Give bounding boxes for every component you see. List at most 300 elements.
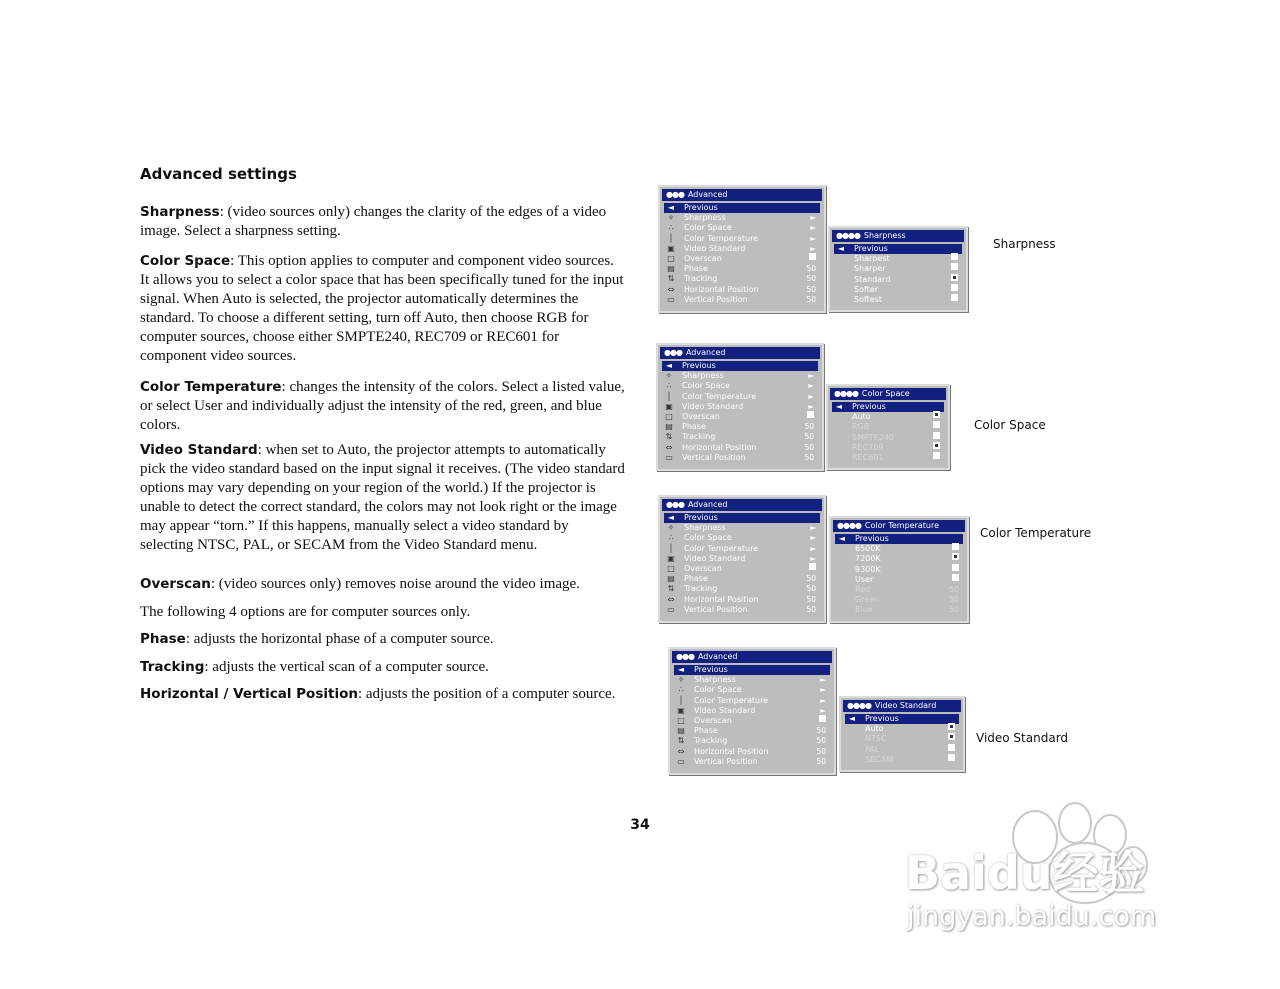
advanced-menu-title-text: Advanced: [697, 652, 738, 661]
menu-item-value: 50: [804, 432, 814, 442]
submenu-title-text: Color Space: [861, 389, 910, 398]
checked-box-icon: [952, 553, 959, 560]
tracking-icon: ⇅: [667, 584, 675, 594]
menu-item-label: Video Standard: [694, 705, 756, 715]
paragraph: [140, 603, 625, 622]
tracking-icon: ⇅: [667, 274, 675, 284]
menu-item[interactable]: [670, 736, 834, 746]
thermometer-icon: │: [666, 391, 672, 401]
paragraph-text: : when set to Auto, the projector attempts to automatically pick the video standard based on the input signal it receives. (The video standard options may vary depending on your region of the world.) If the projector is unable to detect the correct standard, the colors may not look right or the image may appear “torn.” If this happens, manually select a video standard by selecting NTSC, PAL, or SECAM from the Video Standard menu.: [140, 442, 625, 553]
color-space-icon: ∴: [678, 685, 684, 695]
submenu-option[interactable]: [828, 422, 948, 432]
horizontal-position-icon: ⇔: [677, 746, 685, 756]
thermometer-icon: │: [668, 543, 674, 553]
overscan-checkbox[interactable]: [809, 254, 816, 264]
menu-item-label: Color Temperature: [684, 233, 759, 243]
submenu-option[interactable]: [831, 575, 967, 585]
vertical-position-icon: ▭: [665, 452, 673, 462]
horizontal-position-icon: ⇔: [667, 284, 675, 294]
menu-item-label: Vertical Position: [694, 756, 758, 766]
submenu-option-label: 7200K: [855, 554, 881, 564]
menu-item[interactable]: [658, 422, 822, 432]
menu-item-label: Video Standard: [682, 401, 744, 411]
menu-item[interactable]: [660, 595, 824, 605]
color-temperature-submenu-panel: [829, 516, 969, 623]
term: Color Temperature: [140, 379, 282, 395]
overscan-icon: □: [667, 563, 675, 573]
menu-item-label: Color Space: [684, 223, 732, 233]
menu-item[interactable]: [670, 696, 834, 706]
menu-item-label: Color Space: [682, 381, 730, 391]
checkbox-icon: [819, 715, 826, 722]
checkbox-icon: [807, 411, 814, 418]
checkbox-icon: [951, 294, 958, 301]
menu-item-label: Color Temperature: [682, 391, 757, 401]
figure-caption: Color Space: [974, 418, 1046, 432]
checkbox-icon: [809, 563, 816, 570]
advanced-menu-title: [662, 499, 822, 511]
menu-item[interactable]: [660, 533, 824, 543]
tracking-icon: ⇅: [677, 736, 685, 746]
menu-item-label: Overscan: [694, 715, 732, 725]
advanced-menu-title: [660, 347, 820, 359]
submenu-option-label: Auto: [865, 724, 884, 734]
back-arrow-icon: ◄: [667, 203, 675, 212]
menu-item-value: 50: [806, 264, 816, 274]
menu-item-value: ►: [810, 213, 816, 223]
sharpness-icon: ✧: [665, 371, 673, 381]
menu-item-label: Phase: [684, 574, 708, 584]
submenu-option[interactable]: [841, 755, 963, 765]
menu-item-label: Previous: [684, 513, 718, 522]
sharpness-submenu-panel: [828, 226, 968, 312]
paragraph: [140, 575, 625, 594]
phase-icon: ▤: [667, 264, 675, 274]
checkbox-icon: [952, 574, 959, 581]
checkbox-icon: [951, 284, 958, 291]
submenu-option[interactable]: [841, 724, 963, 734]
phase-icon: ▤: [665, 422, 673, 432]
menu-item[interactable]: [658, 432, 822, 442]
submenu-option-label: NTSC: [865, 734, 887, 744]
paragraph-text: : adjusts the vertical scan of a computer source.: [204, 659, 489, 675]
menu-item-value: 50: [804, 422, 814, 432]
overscan-checkbox[interactable]: [807, 412, 814, 422]
menu-item-label: Sharpness: [684, 523, 726, 533]
vertical-position-icon: ▭: [667, 294, 675, 304]
advanced-menu-title: [662, 189, 822, 201]
menu-item-previous[interactable]: [834, 244, 962, 254]
page-number: 34: [630, 817, 650, 833]
checked-box-icon: [933, 442, 940, 449]
overscan-checkbox[interactable]: [809, 564, 816, 574]
submenu-option[interactable]: [828, 412, 948, 422]
baidu-jingyan-watermark: [905, 795, 1215, 955]
paragraph-text: : This option applies to computer and component video sources. It allows you to select a color space that has been specifically tuned for the input signal. When Auto is selected, the projector automatically determines the standard. To choose a different setting, turn off Auto, then choose RGB for computer sources, choose either SMPTE240, REC709 or REC601 for component video sources.: [140, 253, 624, 364]
submenu-option[interactable]: [830, 254, 966, 264]
submenu-option[interactable]: [831, 544, 967, 554]
submenu-option-label: User: [855, 574, 874, 584]
submenu-option-label: Softest: [854, 294, 883, 304]
overscan-icon: □: [665, 411, 673, 421]
menu-item-previous[interactable]: [662, 361, 818, 371]
menu-item[interactable]: [660, 544, 824, 554]
overscan-icon: □: [677, 715, 685, 725]
menu-item-value: 50: [806, 294, 816, 304]
submenu-option-label: Sharper: [854, 264, 886, 274]
video-standard-icon: ▣: [667, 243, 675, 253]
menu-item-value: 50: [806, 594, 816, 604]
watermark-logo: Baidu经验: [905, 846, 1145, 900]
submenu-title-text: Video Standard: [874, 701, 937, 710]
menu-item[interactable]: [670, 685, 834, 695]
submenu-option-value: 50: [949, 584, 959, 594]
checkbox-icon: [933, 432, 940, 439]
paragraph: [140, 658, 625, 677]
video-standard-icon: ▣: [665, 401, 673, 411]
submenu-option[interactable]: [831, 605, 967, 615]
submenu-option[interactable]: [841, 745, 963, 755]
advanced-menu-title-text: Advanced: [687, 500, 728, 509]
menu-item[interactable]: [660, 213, 824, 223]
menu-item[interactable]: [658, 402, 822, 412]
submenu-option[interactable]: [831, 595, 967, 605]
option-checkbox[interactable]: [951, 295, 958, 305]
menu-item-label: Overscan: [682, 411, 720, 421]
menu-item[interactable]: [670, 675, 834, 685]
video-standard-submenu-panel: [839, 696, 965, 772]
submenu-title: [833, 520, 965, 532]
paragraph-text: : (video sources only) changes the clarity of the edges of a video image. Select a sharpness setting.: [140, 204, 607, 239]
menu-item[interactable]: [660, 254, 824, 264]
menu-item-label: Sharpness: [684, 213, 726, 223]
paragraph: [140, 441, 625, 555]
menu-item-value: 50: [816, 746, 826, 756]
menu-item-value: ►: [810, 243, 816, 253]
watermark-url: jingyan.baidu.com: [907, 901, 1157, 932]
menu-item-value: ►: [820, 705, 826, 715]
checkbox-icon: [948, 744, 955, 751]
checkbox-icon: [951, 253, 958, 260]
menu-item-label: Horizontal Position: [682, 442, 757, 452]
menu-item-label: Previous: [852, 402, 886, 411]
menu-item-value: ►: [810, 553, 816, 563]
submenu-title: [830, 388, 946, 400]
color-space-submenu-panel: [826, 384, 950, 470]
checked-box-icon: [933, 411, 940, 418]
menu-item[interactable]: [660, 584, 824, 594]
submenu-option-label: Red: [855, 584, 871, 594]
menu-item[interactable]: [658, 412, 822, 422]
phase-icon: ▤: [667, 574, 675, 584]
menu-item-value: ►: [810, 233, 816, 243]
color-space-icon: ∴: [666, 381, 672, 391]
advanced-menu-title-text: Advanced: [685, 348, 726, 357]
paragraph-text: The following 4 options are for computer sources only.: [140, 604, 471, 620]
menu-item[interactable]: [670, 706, 834, 716]
checkbox-icon: [952, 543, 959, 550]
menu-item-value: ►: [808, 371, 814, 381]
submenu-title-text: Sharpness: [863, 231, 906, 240]
menu-dots-icon: ●●●: [666, 500, 684, 509]
vertical-position-icon: ▭: [667, 604, 675, 614]
submenu-option-label: 6500K: [855, 544, 881, 554]
menu-item-label: Vertical Position: [684, 604, 748, 614]
phase-icon: ▤: [677, 726, 685, 736]
menu-item[interactable]: [670, 716, 834, 726]
menu-dots-icon: ●●●●: [834, 389, 858, 398]
submenu-option[interactable]: [828, 453, 948, 463]
submenu-option-label: 9300K: [855, 564, 881, 574]
submenu-option[interactable]: [831, 585, 967, 595]
checkbox-icon: [948, 754, 955, 761]
menu-item[interactable]: [660, 234, 824, 244]
submenu-option-label: SMPTE240: [852, 432, 895, 442]
figure-caption: Sharpness: [993, 237, 1056, 251]
menu-item-label: Tracking: [684, 584, 718, 594]
submenu-option[interactable]: [828, 443, 948, 453]
menu-item-value: 50: [806, 584, 816, 594]
color-space-icon: ∴: [668, 533, 674, 543]
back-arrow-icon: ◄: [838, 534, 846, 543]
menu-item[interactable]: [658, 371, 822, 381]
menu-item-value: ►: [810, 543, 816, 553]
menu-item[interactable]: [660, 295, 824, 305]
menu-item-label: Phase: [694, 726, 718, 736]
menu-item[interactable]: [670, 726, 834, 736]
option-checkbox[interactable]: [933, 453, 940, 463]
menu-item[interactable]: [660, 574, 824, 584]
menu-item[interactable]: [660, 564, 824, 574]
checked-box-icon: [948, 733, 955, 740]
submenu-option-label: Auto: [852, 412, 871, 422]
figure-caption: Color Temperature: [980, 526, 1092, 540]
menu-item-value: ►: [810, 523, 816, 533]
term: Video Standard: [140, 442, 258, 458]
term: Color Space: [140, 253, 231, 269]
advanced-menu-panel: [656, 343, 824, 471]
menu-item-value: ►: [810, 533, 816, 543]
menu-item-label: Color Space: [684, 533, 732, 543]
menu-item-label: Video Standard: [684, 553, 746, 563]
sharpness-icon: ✧: [677, 675, 685, 685]
menu-item-previous[interactable]: [664, 513, 820, 523]
video-standard-icon: ▣: [667, 553, 675, 563]
checkbox-icon: [933, 452, 940, 459]
menu-item[interactable]: [660, 523, 824, 533]
checkbox-icon: [933, 421, 940, 428]
menu-item-label: Horizontal Position: [684, 594, 759, 604]
menu-item-label: Overscan: [684, 253, 722, 263]
advanced-menu-title: [672, 651, 832, 663]
submenu-option-label: Green: [855, 595, 880, 605]
overscan-icon: □: [667, 253, 675, 263]
menu-item-value: ►: [810, 223, 816, 233]
menu-item-value: ►: [820, 675, 826, 685]
advanced-menu-panel: [658, 185, 826, 313]
term: Phase: [140, 631, 186, 647]
menu-item-label: Vertical Position: [682, 452, 746, 462]
menu-item-value: 50: [806, 284, 816, 294]
submenu-option-label: PAL: [865, 744, 880, 754]
menu-item-value: ►: [820, 695, 826, 705]
menu-item-label: Horizontal Position: [684, 284, 759, 294]
menu-item-label: Previous: [682, 361, 716, 370]
menu-dots-icon: ●●●: [664, 348, 682, 357]
menu-item-label: Video Standard: [684, 243, 746, 253]
menu-item-previous[interactable]: [832, 402, 944, 412]
menu-item-previous[interactable]: [845, 714, 959, 724]
menu-item[interactable]: [660, 285, 824, 295]
menu-dots-icon: ●●●●: [847, 701, 871, 710]
vertical-position-icon: ▭: [677, 756, 685, 766]
menu-item[interactable]: [658, 381, 822, 391]
submenu-option-value: 50: [949, 605, 959, 615]
term: Tracking: [140, 659, 205, 675]
menu-item-label: Tracking: [682, 432, 716, 442]
menu-item-value: 50: [804, 442, 814, 452]
menu-item-value: ►: [808, 401, 814, 411]
term: Horizontal / Vertical Position: [140, 686, 358, 702]
submenu-option-label: Sharpest: [854, 254, 890, 264]
color-space-icon: ∴: [668, 223, 674, 233]
submenu-option[interactable]: [830, 285, 966, 295]
horizontal-position-icon: ⇔: [667, 594, 675, 604]
option-checkbox[interactable]: [948, 755, 955, 765]
submenu-option-label: Standard: [854, 274, 891, 284]
back-arrow-icon: ◄: [667, 513, 675, 522]
page-heading: Advanced settings: [140, 165, 297, 183]
menu-item[interactable]: [660, 244, 824, 254]
menu-item-label: Previous: [865, 714, 899, 723]
menu-item-value: ►: [808, 381, 814, 391]
menu-item-previous[interactable]: [674, 665, 830, 675]
submenu-option[interactable]: [841, 734, 963, 744]
menu-dots-icon: ●●●●: [837, 521, 861, 530]
back-arrow-icon: ◄: [677, 665, 685, 674]
submenu-option[interactable]: [830, 264, 966, 274]
menu-item-previous[interactable]: [835, 534, 963, 544]
menu-item-value: 50: [806, 274, 816, 284]
menu-dots-icon: ●●●: [666, 190, 684, 199]
menu-item[interactable]: [660, 264, 824, 274]
checkbox-icon: [809, 253, 816, 260]
term: Overscan: [140, 576, 211, 592]
menu-item-label: Vertical Position: [684, 294, 748, 304]
overscan-checkbox[interactable]: [819, 716, 826, 726]
submenu-title: [832, 230, 964, 242]
paragraph-text: : adjusts the horizontal phase of a computer source.: [185, 631, 494, 647]
menu-item[interactable]: [660, 274, 824, 284]
submenu-option[interactable]: [830, 275, 966, 285]
menu-item-label: Previous: [855, 534, 889, 543]
submenu-option[interactable]: [830, 295, 966, 305]
menu-item-previous[interactable]: [664, 203, 820, 213]
back-arrow-icon: ◄: [835, 402, 843, 411]
submenu-title: [843, 700, 961, 712]
menu-item-value: ►: [820, 685, 826, 695]
menu-item-label: Color Space: [694, 685, 742, 695]
menu-item-value: 50: [816, 736, 826, 746]
submenu-option[interactable]: [831, 565, 967, 575]
menu-dots-icon: ●●●●: [836, 231, 860, 240]
menu-item[interactable]: [660, 223, 824, 233]
thermometer-icon: │: [678, 695, 684, 705]
paragraph: [140, 685, 625, 704]
video-standard-icon: ▣: [677, 705, 685, 715]
menu-item-label: Sharpness: [694, 675, 736, 685]
checkbox-icon: [952, 564, 959, 571]
menu-item-value: 50: [804, 452, 814, 462]
submenu-option-label: Blue: [855, 605, 873, 615]
menu-item-value: 50: [806, 604, 816, 614]
menu-item-label: Color Temperature: [694, 695, 769, 705]
menu-item-label: Color Temperature: [684, 543, 759, 553]
menu-item-value: 50: [806, 574, 816, 584]
term: Sharpness: [140, 204, 220, 220]
submenu-option-label: REC709: [852, 442, 884, 452]
back-arrow-icon: ◄: [665, 361, 673, 370]
menu-item[interactable]: [660, 605, 824, 615]
checked-box-icon: [951, 274, 958, 281]
horizontal-position-icon: ⇔: [665, 442, 673, 452]
menu-item-label: Overscan: [684, 563, 722, 573]
submenu-option[interactable]: [828, 433, 948, 443]
submenu-option[interactable]: [831, 554, 967, 564]
submenu-option-label: Softer: [854, 284, 878, 294]
menu-item[interactable]: [658, 392, 822, 402]
menu-item-label: Previous: [694, 665, 728, 674]
paragraph: [140, 378, 625, 435]
advanced-menu-title-text: Advanced: [687, 190, 728, 199]
submenu-option-value: 50: [949, 595, 959, 605]
paragraph: [140, 630, 625, 649]
advanced-menu-panel: [658, 495, 826, 623]
menu-item-label: Previous: [854, 244, 888, 253]
menu-item-label: Phase: [684, 264, 708, 274]
menu-item-label: Phase: [682, 422, 706, 432]
checked-box-icon: [948, 723, 955, 730]
thermometer-icon: │: [668, 233, 674, 243]
menu-item[interactable]: [658, 453, 822, 463]
menu-dots-icon: ●●●: [676, 652, 694, 661]
paragraph: [140, 203, 625, 241]
paragraph-text: : adjusts the position of a computer source.: [357, 686, 616, 702]
option-checkbox[interactable]: [952, 575, 959, 585]
menu-item-label: Tracking: [684, 274, 718, 284]
menu-item-value: ►: [808, 391, 814, 401]
menu-item-label: Sharpness: [682, 371, 724, 381]
menu-item[interactable]: [670, 757, 834, 767]
submenu-option-label: RGB: [852, 422, 870, 432]
sharpness-icon: ✧: [667, 523, 675, 533]
menu-item-value: 50: [816, 756, 826, 766]
menu-item[interactable]: [670, 747, 834, 757]
submenu-option-label: REC601: [852, 452, 884, 462]
paragraph: [140, 252, 625, 366]
paragraph-text: : changes the intensity of the colors. Select a listed value, or select User and individually adjust the intensity of the red, green, and blue colors.: [140, 379, 625, 433]
tracking-icon: ⇅: [665, 432, 673, 442]
submenu-option-label: SECAM: [865, 754, 894, 764]
menu-item[interactable]: [658, 443, 822, 453]
menu-item-value: 50: [816, 726, 826, 736]
menu-item[interactable]: [660, 554, 824, 564]
menu-item-label: Tracking: [694, 736, 728, 746]
submenu-title-text: Color Temperature: [864, 521, 940, 530]
menu-item-label: Horizontal Position: [694, 746, 769, 756]
back-arrow-icon: ◄: [837, 244, 845, 253]
paragraph-text: : (video sources only) removes noise around the video image.: [210, 576, 580, 592]
